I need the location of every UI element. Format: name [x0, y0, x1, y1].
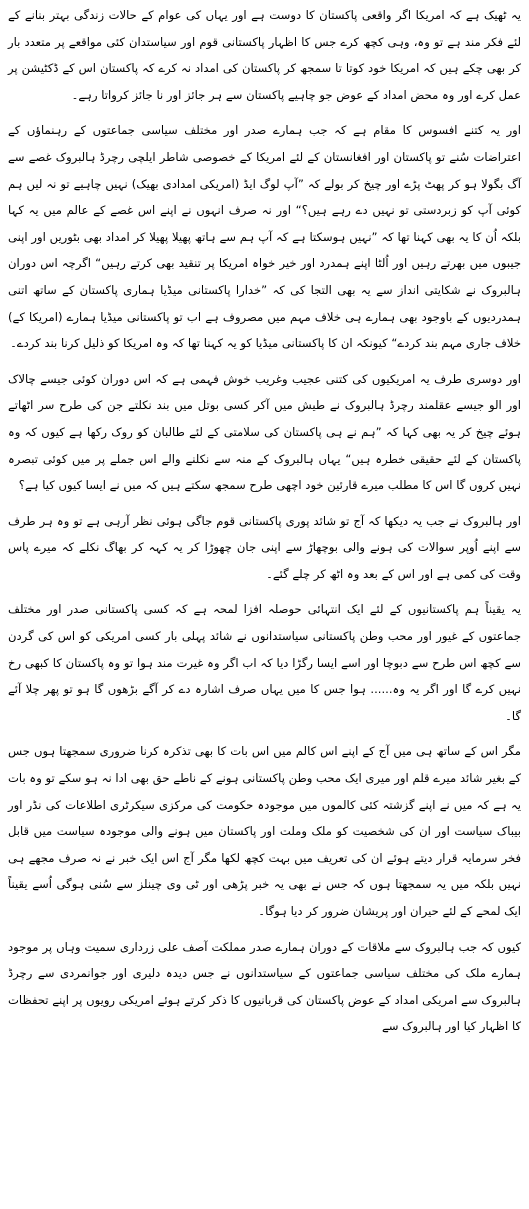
article-paragraph: یہ یقیناً ہم پاکستانیوں کے لئے ایک انتہائی حوصلہ افزا لمحہ ہے کہ کسی پاکستانی صدر اور مختلف جماعتوں کے غیور اور محب وطن پاکستانی سیاستدانوں نے شائد پہلی بار کسی امریکی کو اس کی گردن سے کچھ اس طرح سے دبوچا اور اسے ایسا رگڑا دیا کہ اب اگر وہ غیرت مند ہوا تو وہ پاکستان کا کبھی رخ نہیں کرے گا اور اگر یہ وہ...... ہوا جس کا میں یہاں صرف اشارہ دے کر آگے بڑھوں گا ہو تو پھر چلا آئے گا۔: [8, 602, 521, 723]
article-paragraph: مگر اس کے ساتھ ہی میں آج کے اپنے اس کالم میں اس بات کا بھی تذکرہ کرنا ضروری سمجھتا ہوں جس کے بغیر شائد میرے قلم اور میری ایک محب وطن پاکستانی ہونے کے ناطے حق بھی ادا نہ ہو سکے تو وہ بات یہ ہے کہ میں نے اپنے گزشتہ کئی کالموں میں موجودہ حکومت کی مرکزی سیکرٹری اطلاعات کی نڈر اور بیباک سیاست اور ان کی شخصیت کو ملک وملت اور پاکستان میں ہونے والی موجودہ سیاست میں قابل فخر سرمایہ قرار دیتے ہوئے ان کی تعریف میں بہت کچھ لکھا مگر آج اس ایک خبر نے نہ صرف مجھے ہی نہیں بلکہ میں یہ سمجھتا ہوں کہ جس نے بھی یہ خبر پڑھی اور ٹی وی چینلز سے سُنی ہوگی اُسے یقیناً ایک لمحے کے لئے حیران اور پریشان ضرور کر دیا ہوگا۔: [8, 744, 521, 918]
article-paragraph: کیوں کہ جب ہالبروک سے ملاقات کے دوران ہمارے صدر مملکت آصف علی زرداری سمیت وہاں پر موجود ہمارے ملک کی مختلف سیاسی جماعتوں کے سیاستدانوں نے جس دیدہ دلیری اور جوانمردی سے رچرڈ ہالبروک سے امریکی امداد کے عوض پاکستان کی قربانیوں کا ذکر کرتے ہوئے امریکی رویوں پر اپنے تحفظات کا اظہار کیا اور ہالبروک سے: [8, 939, 521, 1034]
article-paragraph: اور یہ کتنے افسوس کا مقام ہے کہ جب ہمارے صدر اور مختلف سیاسی جماعتوں کے رہنماؤں کے اعتراضات سُنے تو پاکستان اور افغانستان کے لئے امریکا کے خصوصی شاطر ایلچی رچرڈ ہالبروک غصے سے آگ بگولا ہو کر پھٹ پڑے اور چیخ کر بولے کہ ”آپ لوگ ایڈ (امریکی امدادی بھیک) نہیں چاہیے تو نہ لیں ہم کوئی آپ کو زبردستی تو نہیں دے رہے ہیں؟“ اور نہ صرف انہوں نے اپنے اس غصے کے عالم میں یہ کہا بلکہ اُن کا یہ بھی کہنا تھا کہ ”نہیں ہوسکتا ہے کہ آپ ہم سے ہاتھ پھیلا پھیلا کر امداد بھی بٹوریں اور اپنی جیبوں میں بھرتے رہیں اور اُلٹا اپنے ہمدرد اور خیر خواہ امریکا پر تنقید بھی کرتے رہیں“ اگرچہ اس دوران ہالبروک نے شکایتی انداز سے یہ بھی التجا کی کہ ”خدارا پاکستانی میڈیا ہماری پاکستان کے ساتھ اتنی ہمدردیوں کے باوجود بھی ہمارے ہی خلاف مہم میں مصروف ہے اب تو پاکستانی میڈیا ہمارے (امریکا کے) خلاف جاری مہم بند کردے“ کیونکہ ان کا پاکستانی میڈیا کو یہ کہنا تھا کہ وہ امریکا کو ذلیل کرنا بند کردے۔: [8, 123, 521, 351]
article-paragraph: یہ ٹھیک ہے کہ امریکا اگر واقعی پاکستان کا دوست ہے اور یہاں کی عوام کے حالات زندگی بہتر بنانے کے لئے فکر مند ہے تو وہ، وہی کچھ کرے جس کا اظہار پاکستانی قوم اور سیاستدان کئی مواقعے پر متعدد بار کر بھی چکے ہیں کہ امریکا خود کوتا تا سمجھ کر پاکستان کی امداد نہ کرے کہ پاکستان اس کے ڈکٹیشن پر عمل کرے اور وہ محض امداد کے عوض جو چاہیے پاکستان سے ہر جائز اور نا جائز کرواتا رہے۔: [8, 8, 521, 102]
article-paragraph: اور دوسری طرف یہ امریکیوں کی کتنی عجیب وغریب خوش فہمی ہے کہ اس دوران کوئی جیسے چالاک اور الو جیسے عقلمند رچرڈ ہالبروک نے طیش میں آکر کسی بوتل میں بند نکلتے جن کی طرح سر اٹھاتے ہوئے چیخ کر یہ بھی کہا کہ ”ہم نے ہی پاکستان کی سلامتی کے لئے طالبان کو روک رکھا ہے کیوں کہ وہ پاکستان کے لئے حقیقی خطرہ ہیں“ یہاں ہالبروک کے منہ سے نکلنے والے اس جملے پر میں کوئی تبصرہ نہیں کروں گا اس کا مطلب میرے قارئین خود اچھی طرح سمجھ سکتے ہیں کہ میں نے ایسا کیوں کیا ہے؟: [8, 371, 521, 493]
article-paragraph: اور ہالبروک نے جب یہ دیکھا کہ آج تو شائد پوری پاکستانی قوم جاگی ہوئی نظر آرہی ہے تو وہ ہر طرف سے اپنے اُوپر سوالات کی ہونے والی بوچھاڑ سے اپنی جان چھوڑا کر یہ کہہ کر بھاگ نکلے کہ میرے پاس وقت کی کمی ہے اور اس کے بعد وہ اٹھ کر چلے گئے۔: [8, 513, 521, 581]
